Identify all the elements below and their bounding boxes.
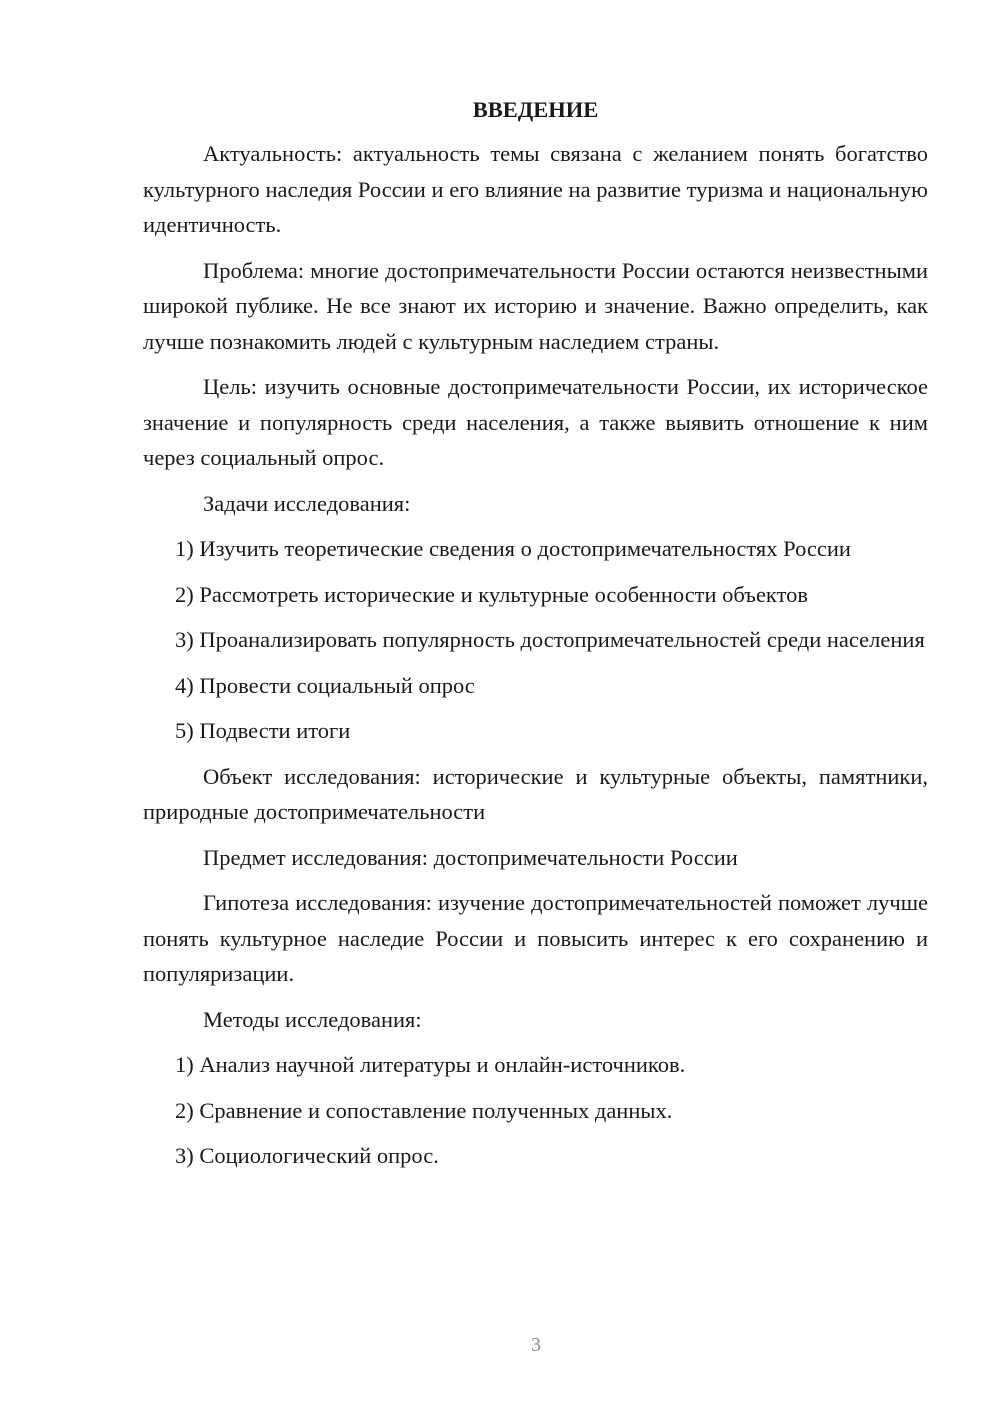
page-number: 3 bbox=[531, 1334, 541, 1356]
page-content bbox=[143, 90, 928, 1184]
methods-title: Методы исследования: bbox=[203, 1006, 422, 1032]
task-item-1: 1) Изучить теоретические сведения о достопримечательностях России bbox=[175, 536, 851, 561]
task-item-3: 3) Проанализировать популярность достопримечательностей среди населения bbox=[175, 627, 925, 652]
goal-paragraph: Цель: изучить основные достопримечательности России, их историческое значение и популярность среди населения, а также выявить отношение к ним через социальный опрос. bbox=[143, 374, 928, 470]
object-paragraph: Объект исследования: исторические и культурные объекты, памятники, природные достопримечательности bbox=[143, 763, 928, 824]
relevance-paragraph: Актуальность: актуальность темы связана с желанием понять богатство культурного наследия России и его влияние на развитие туризма и национальную идентичность. bbox=[143, 141, 928, 237]
task-item-2: 2) Рассмотреть исторические и культурные особенности объектов bbox=[175, 581, 808, 607]
subject-paragraph: Предмет исследования: достопримечательности России bbox=[203, 844, 738, 870]
method-item-1: 1) Анализ научной литературы и онлайн-источников. bbox=[175, 1052, 686, 1077]
method-item-3: 3) Социологический опрос. bbox=[175, 1143, 439, 1168]
problem-paragraph: Проблема: многие достопримечательности России остаются неизвестными широкой публике. Не все знают их историю и значение. Важно определить, как лучше познакомить людей с культурным наследием страны. bbox=[143, 257, 928, 354]
page-title: ВВЕДЕНИЕ bbox=[472, 97, 599, 122]
hypothesis-paragraph: Гипотеза исследования: изучение достопримечательностей поможет лучше понять культурное наследие России и повысить интерес к его сохранению и популяризации. bbox=[143, 890, 928, 986]
task-item-5: 5) Подвести итоги bbox=[175, 718, 351, 743]
task-item-4: 4) Провести социальный опрос bbox=[175, 672, 475, 698]
method-item-2: 2) Сравнение и сопоставление полученных данных. bbox=[175, 1097, 673, 1123]
tasks-title: Задачи исследования: bbox=[203, 490, 411, 516]
